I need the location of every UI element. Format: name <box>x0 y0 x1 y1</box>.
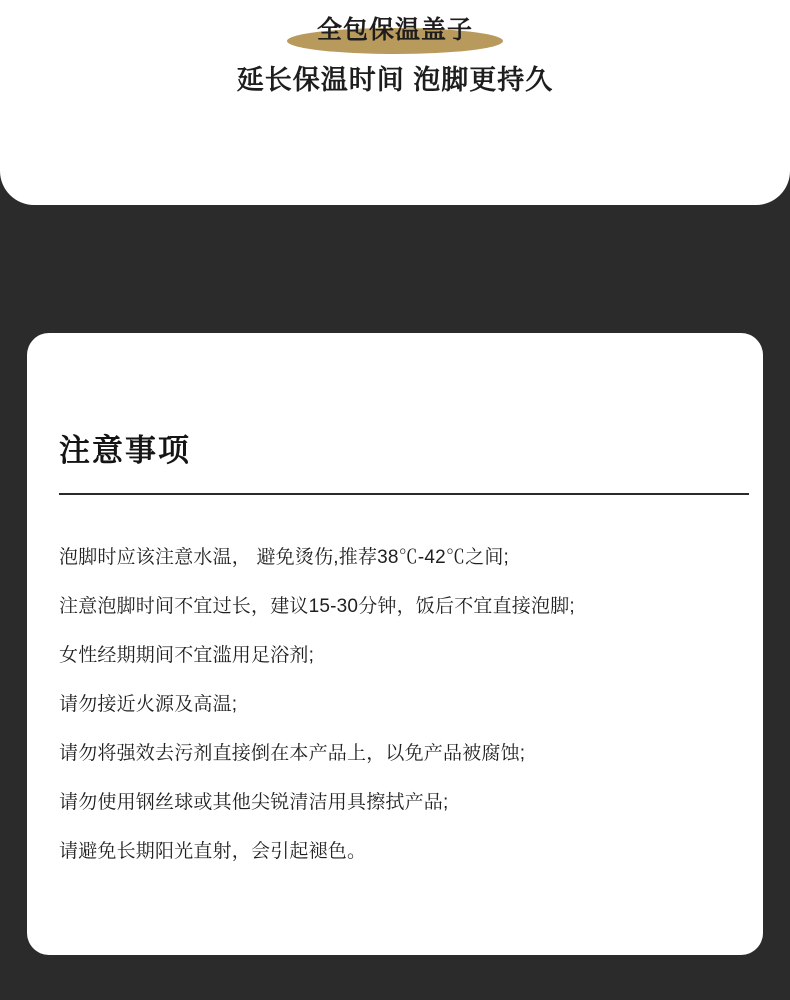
list-item: 请勿将强效去污剂直接倒在本产品上，以免产品被腐蚀; <box>59 743 526 764</box>
top-banner-panel <box>0 0 790 205</box>
list-item: 请勿使用钢丝球或其他尖锐清洁用具擦拭产品; <box>59 792 449 813</box>
subheadline: 延长保温时间 泡脚更持久 <box>236 65 554 95</box>
notice-list <box>59 533 749 876</box>
list-item: 女性经期期间不宜滥用足浴剂; <box>59 645 315 666</box>
list-item: 请勿接近火源及高温; <box>59 694 238 715</box>
list-item: 注意泡脚时间不宜过长，建议15-30分钟，饭后不宜直接泡脚; <box>59 596 575 617</box>
list-item: 请避免长期阳光直射，会引起褪色。 <box>59 841 367 862</box>
notice-title: 注意事项 <box>59 433 191 468</box>
notice-divider <box>59 493 749 495</box>
headline: 全包保温盖子 <box>316 16 473 44</box>
top-banner-content <box>0 0 790 98</box>
list-item: 泡脚时应该注意水温， 避免烫伤,推荐38℃-42℃之间; <box>59 547 510 568</box>
notice-card <box>27 333 763 955</box>
headline-group <box>317 14 473 46</box>
